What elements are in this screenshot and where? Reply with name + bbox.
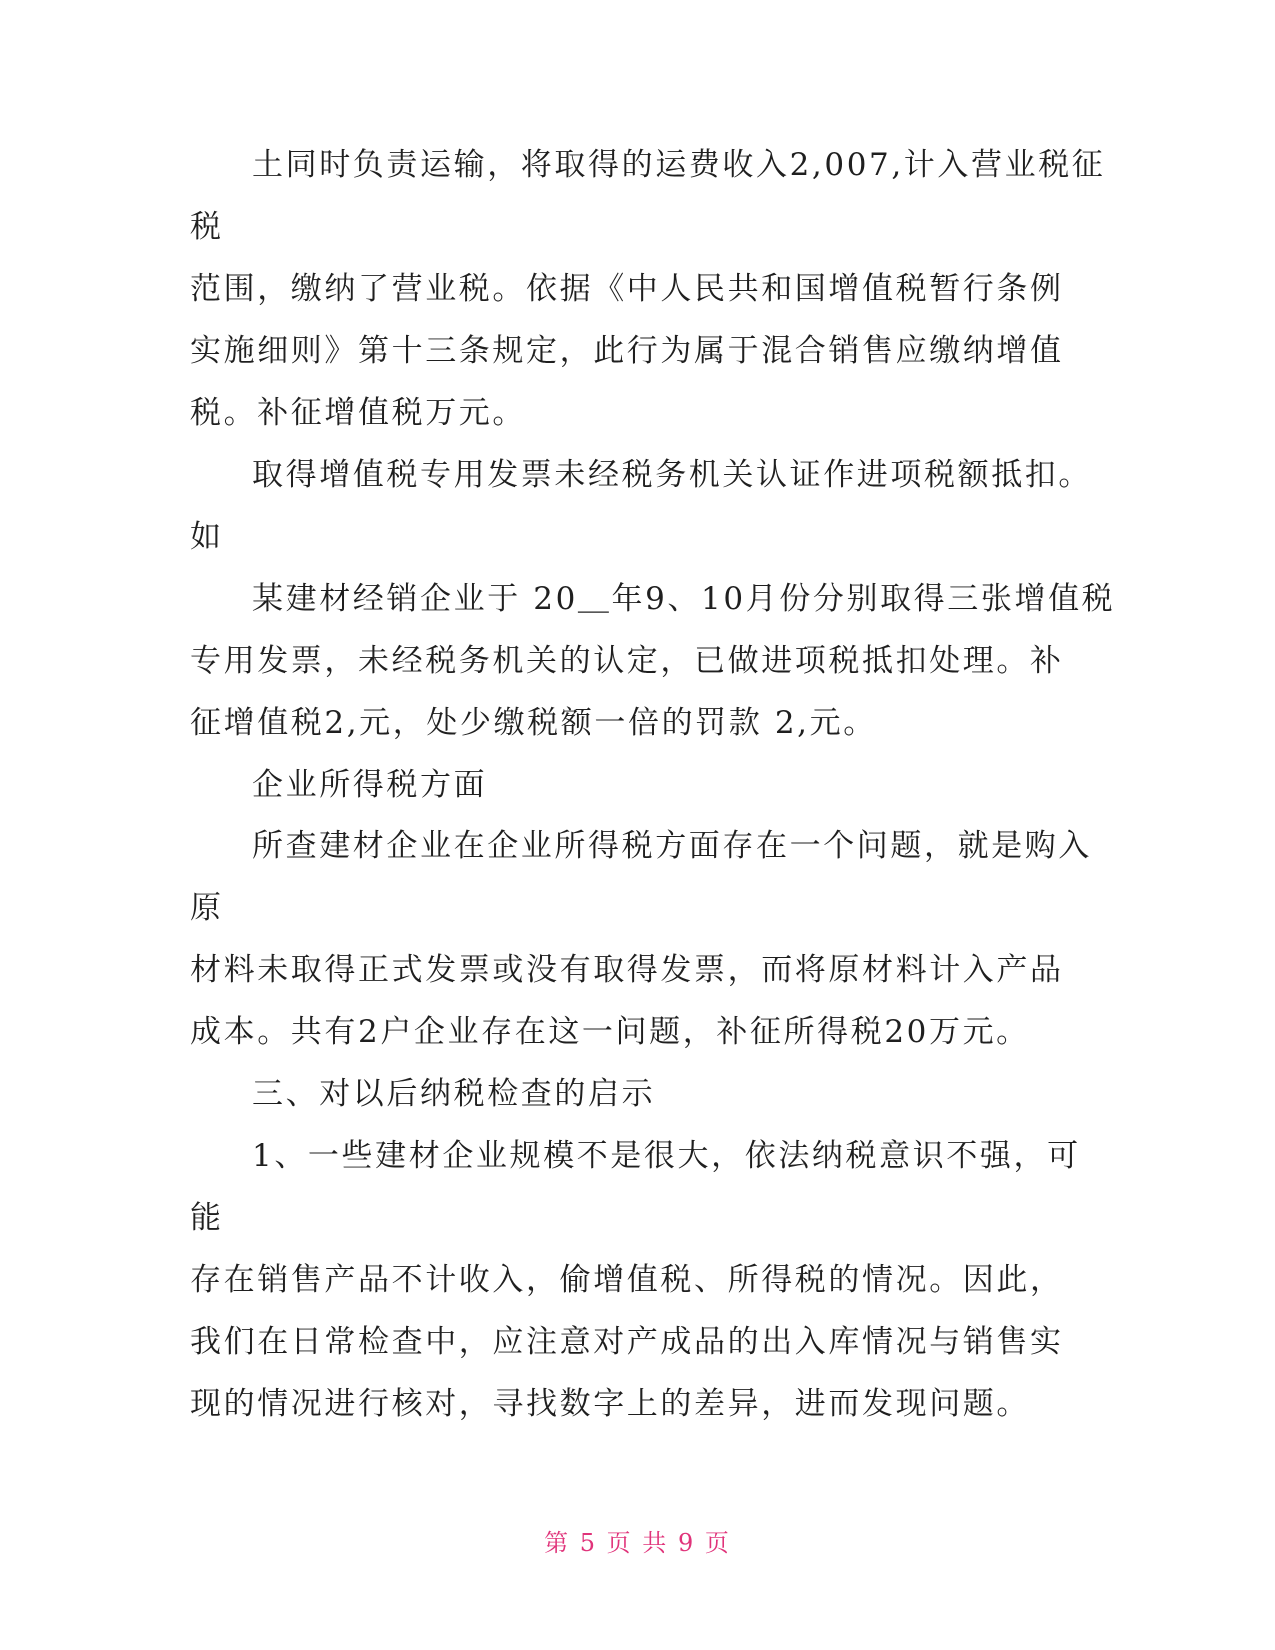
- paragraph-line: 税。补征增值税万元。: [190, 395, 526, 431]
- paragraph-line: 如: [190, 519, 224, 555]
- paragraph-line: 所查建材企业在企业所得税方面存在一个问题，就是购入: [252, 828, 1092, 864]
- section-heading: 企业所得税方面: [252, 767, 488, 803]
- paragraph-line: 现的情况进行核对，寻找数字上的差异，进而发现问题。: [190, 1386, 1030, 1422]
- paragraph-line: 能: [190, 1200, 224, 1236]
- paragraph-line: 存在销售产品不计收入，偷增值税、所得税的情况。因此，: [190, 1262, 1064, 1298]
- paragraph-line: 实施细则》第十三条规定，此行为属于混合销售应缴纳增值: [190, 333, 1064, 369]
- paragraph-line: 范围，缴纳了营业税。依据《中人民共和国增值税暂行条例: [190, 271, 1064, 307]
- current-page-number: 5: [579, 1529, 598, 1557]
- section-heading: 三、对以后纳税检查的启示: [252, 1076, 656, 1112]
- paragraph-line: 成本。共有2户企业存在这一问题，补征所得税20万元。: [190, 1014, 1030, 1050]
- paragraph-line: 原: [190, 890, 224, 926]
- paragraph-line: 专用发票，未经税务机关的认定，已做进项税抵扣处理。补: [190, 643, 1064, 679]
- footer-suffix: 页: [704, 1529, 731, 1557]
- paragraph-line: 土同时负责运输，将取得的运费收入2,007,计入营业税征: [252, 147, 1106, 183]
- paragraph-line: 我们在日常检查中，应注意对产成品的出入库情况与销售实: [190, 1324, 1064, 1360]
- paragraph-line: 征增值税2,元，处少缴税额一倍的罚款 2,元。: [190, 705, 877, 741]
- footer-middle: 页 共: [606, 1529, 669, 1557]
- footer-prefix: 第: [544, 1529, 571, 1557]
- total-page-count: 9: [677, 1529, 696, 1557]
- paragraph-line: 某建材经销企业于 20＿年9、10月份分别取得三张增值税: [252, 581, 1116, 617]
- page-footer: [0, 1528, 1275, 1558]
- paragraph-line: 1、一些建材企业规模不是很大，依法纳税意识不强，可: [252, 1138, 1081, 1174]
- paragraph-line: 取得增值税专用发票未经税务机关认证作进项税额抵扣。: [252, 457, 1092, 493]
- paragraph-line: 税: [190, 209, 224, 245]
- paragraph-line: 材料未取得正式发票或没有取得发票，而将原材料计入产品: [190, 952, 1064, 988]
